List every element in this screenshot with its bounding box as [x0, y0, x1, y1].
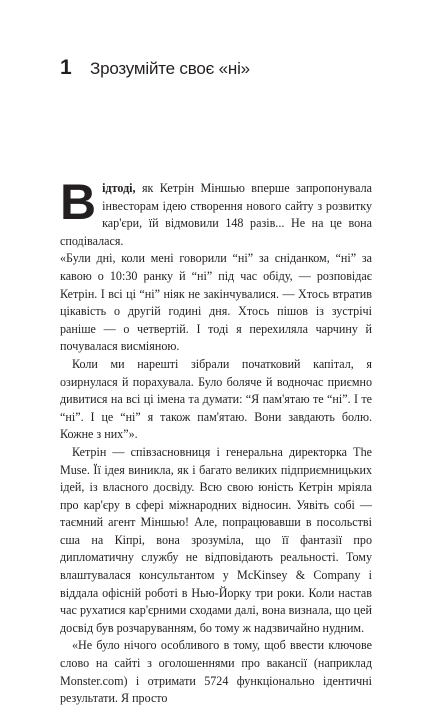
paragraph-1	[60, 174, 372, 250]
chapter-heading	[60, 56, 250, 80]
drop-cap: В	[60, 174, 97, 230]
paragraph-1-text: як Кетрін Міншью вперше запропонувала інвесторам ідею створення нового сайту з розвитку кар'єри, їй відмовили 148 разів... Не на це вона сподівалася.	[60, 181, 372, 248]
body-text	[60, 174, 372, 708]
paragraph-5: «Не було нічого особливого в тому, щоб ввести ключове слово на сайті з оголошеннями про вакансії (наприклад Monster.com) і отримати 5724 функціонально ідентичні результати. Я просто	[60, 638, 372, 706]
lead-word: ідтоді,	[102, 181, 136, 195]
paragraph-2: «Були дні, коли мені говорили “ні” за сніданком, “ні” за кавою о 10:30 ранку й “ні” під час обіду, — розповідає Кетрін. І всі ці “ні” ніяк не закінчувалися. — Хтось втратив цікавість о другій годині дня. Хтось пішов із зустрічі раніше — о четвертій. І тоді я перехиляла чарчину й почувалася висміяною.	[60, 251, 372, 354]
paragraph-3: Коли ми нарешті зібрали початковий капітал, я озирнулася й порахувала. Було боляче й водночас приємно дивитися на всі ці імена та думати: “Я пам'ятаю те “ні”. І те “ні”. І це “ні” я також пам'ятаю. Вони завдають болю. Кожне з них”».	[60, 356, 372, 442]
chapter-number: 1	[60, 56, 72, 79]
paragraph-4: Кетрін — співзасновниця і генеральна директорка The Muse. Її ідея виникла, як і багато великих підприємницьких ідей, із власного досвіду. Всю свою юність Кетрін мріяла про кар'єру в сфері міжнародних відносин. Уявіть собі — таємний агент Міншью! Але, попрацювавши в посольстві сша на Кіпрі, вона зрозуміла, що її фантазії про дипломатичну службу не відповідають реальності. Тому влаштувалася консультантом у McKinsey & Company і віддала офісній роботі в Нью-Йорку три роки. Коли настав час рухатися кар'єрними сходами далі, вона визнала, що цей досвід був розчаруванням, бо тому ж надзвичайно нудним.	[60, 444, 372, 635]
chapter-title: Зрозумійте своє «ні»	[90, 59, 250, 78]
